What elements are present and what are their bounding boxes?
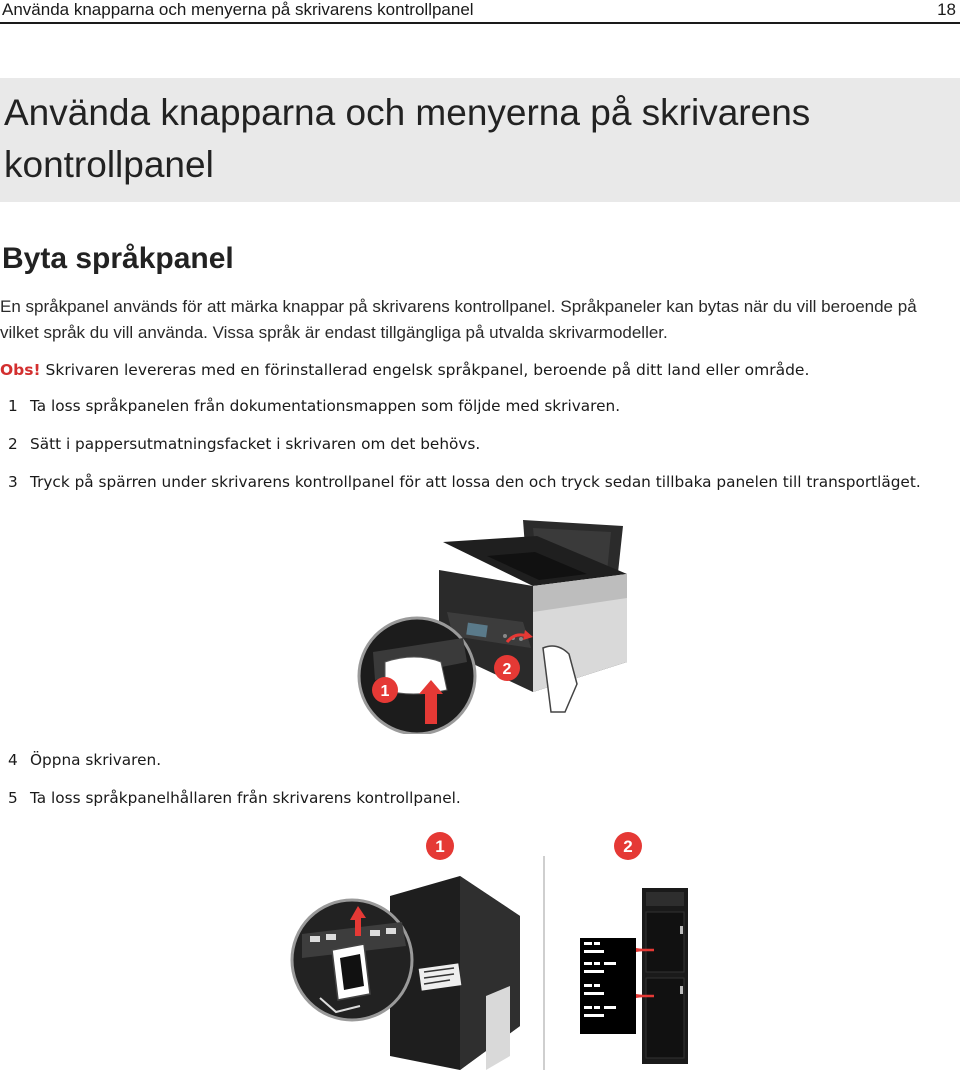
step-text: Ta loss språkpanelen från dokumentationsmappen som följde med skrivaren. <box>30 397 621 415</box>
running-header-title: Använda knapparna och menyerna på skrivarens kontrollpanel <box>2 0 474 19</box>
step-text: Ta loss språkpanelhållaren från skrivarens kontrollpanel. <box>30 789 461 807</box>
body-paragraph: En språkpanel används för att märka knappar på skrivarens kontrollpanel. Språkpaneler kan bytas när du vill beroende på vilket språk du vill använda. Vissa språk är endast tillgängliga på utvalda skrivarmodeller. <box>0 297 917 342</box>
panel-holder-illustration <box>290 826 700 1070</box>
callout-1-label: 1 <box>380 683 390 700</box>
callout-2-label: 2 <box>502 661 512 678</box>
callout-1-label: 1 <box>435 837 445 856</box>
note-text: Skrivaren levereras med en förinstallerad engelsk språkpanel, beroende på ditt land eller område. <box>40 361 810 379</box>
running-header <box>0 0 960 24</box>
step-number: 4 <box>8 751 18 769</box>
step-text: Tryck på spärren under skrivarens kontrollpanel för att lossa den och tryck sedan tillbaka panelen till transportläget. <box>30 473 921 491</box>
chapter-title: Använda knapparna och menyerna på skrivarens kontrollpanel <box>4 92 811 185</box>
step-number: 5 <box>8 789 18 807</box>
step-text: Öppna skrivaren. <box>30 751 162 769</box>
step-4 <box>0 748 958 772</box>
step-1 <box>0 394 958 418</box>
step-number: 1 <box>8 397 18 415</box>
step-number: 3 <box>8 473 18 491</box>
note <box>0 358 958 382</box>
step-5 <box>0 786 958 810</box>
step-number: 2 <box>8 435 18 453</box>
callout-2-label: 2 <box>623 837 633 856</box>
step-text: Sätt i pappersutmatningsfacket i skrivaren om det behövs. <box>30 435 481 453</box>
step-2 <box>0 432 958 456</box>
note-label: Obs! <box>0 361 41 379</box>
step-3 <box>0 470 958 494</box>
section-title: Byta språkpanel <box>2 242 234 275</box>
page-number: 18 <box>937 0 956 19</box>
printer-latch-illustration <box>355 512 635 734</box>
